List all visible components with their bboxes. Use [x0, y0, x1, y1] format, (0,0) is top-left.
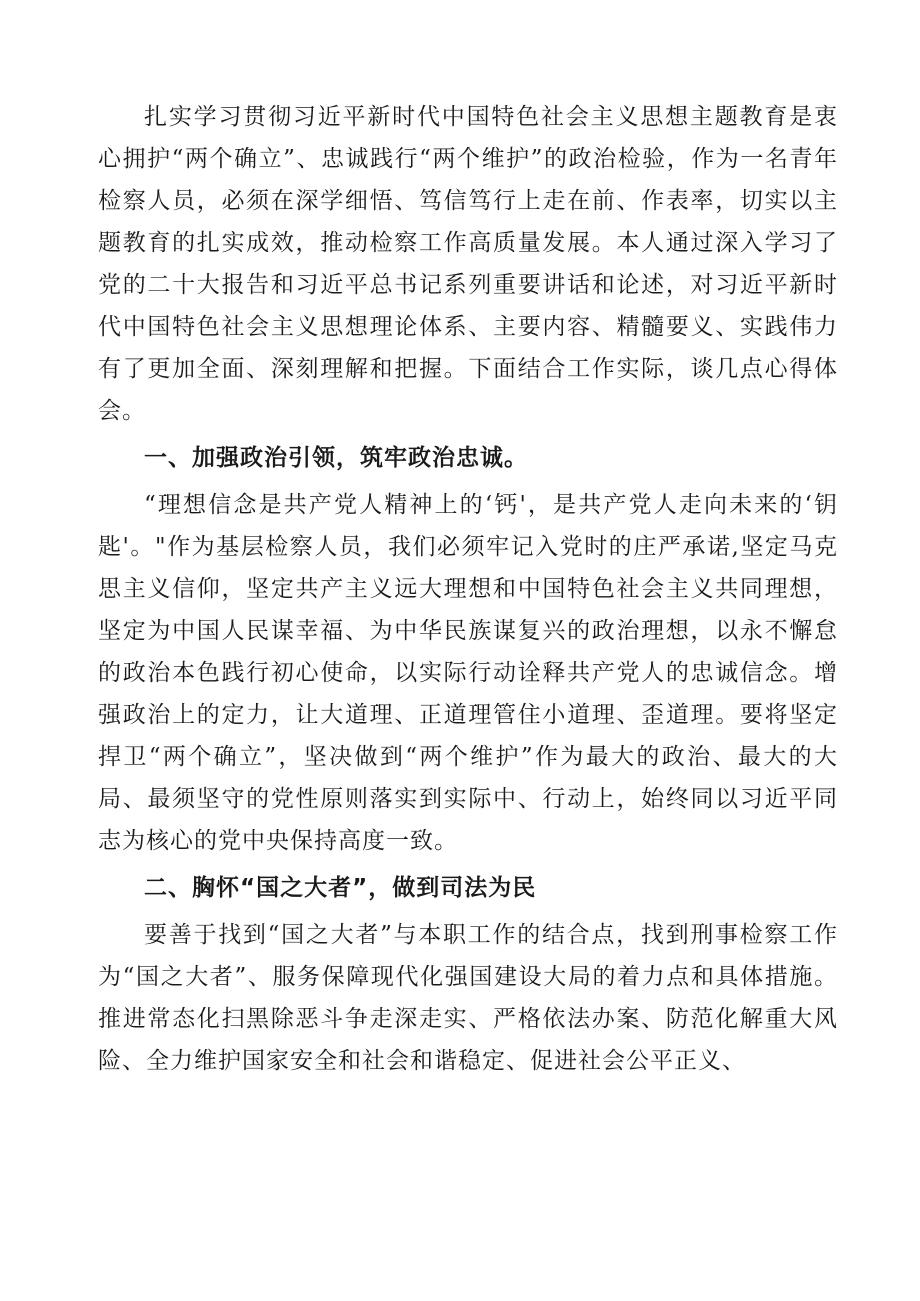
section-1-heading: 一、加强政治引领，筑牢政治忠诚。	[144, 445, 528, 471]
intro-paragraph: 扎实学习贯彻习近平新时代中国特色社会主义思想主题教育是衷心拥护“两个确立”、忠诚践行“两个维护”的政治检验，作为一名青年检察人员，必须在深学细悟、笃信笃行上走在前、作表率，切实以主题教育的扎实成效，推动检察工作高质量发展。本人通过深入学习了党的二十大报告和习近平总书记系列重要讲话和论述，对习近平新时代中国特色社会主义思想理论体系、主要内容、精髓要义、实践伟力有了更加全面、深刻理解和把握。下面结合工作实际，谈几点心得体会。	[98, 104, 838, 424]
section-1-paragraph: “理想信念是共产党人精神上的‘钙'，是共产党人走向未来的‘钥匙'。"作为基层检察人员，我们必须牢记入党时的庄严承诺,坚定马克思主义信仰，坚定共产主义远大理想和中国特色社会主义共同理想，坚定为中国人民谋幸福、为中华民族谋复兴的政治理想，以永不懈怠的政治本色践行初心使命，以实际行动诠释共产党人的忠诚信念。增强政治上的定力，让大道理、正道理管住小道理、歪道理。要将坚定捍卫“两个确立”，坚决做到“两个维护”作为最大的政治、最大的大局、最须坚守的党性原则落实到实际中、行动上，始终同以习近平同志为核心的党中央保持高度一致。	[98, 492, 838, 854]
section-2-heading: 二、胸怀“国之大者”，做到司法为民	[144, 875, 537, 901]
section-2-paragraph: 要善于找到“国之大者”与本职工作的结合点，找到刑事检察工作为“国之大者”、服务保障现代化强国建设大局的着力点和具体措施。推进常态化扫黑除恶斗争走深走实、严格依法办案、防范化解重大风险、全力维护国家安全和社会和谐稳定、促进社会公平正义、	[98, 922, 838, 1074]
document-page	[98, 96, 838, 1082]
